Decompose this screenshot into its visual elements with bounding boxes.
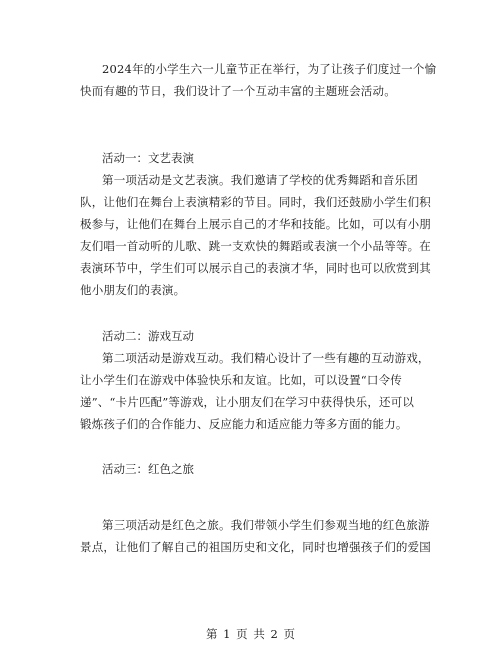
paragraph-line: 第三项活动是红色之旅。我们带领小学生们参观当地的红色旅游 [102, 518, 430, 532]
paragraph-line: 让小学生们在游戏中体验快乐和友谊。比如，可以设置“口令传 [80, 373, 402, 387]
section-3-paragraph [80, 514, 431, 558]
paragraph-line: 表演环节中，学生们可以展示自己的表演才华，同时也可以欣赏到其 [80, 261, 431, 275]
paragraph-line: 他小朋友们的表演。 [80, 283, 186, 297]
paragraph-line: 极参与，让他们在舞台上展示自己的才华和技能。比如，可以有小朋 [80, 217, 431, 231]
section-1-paragraph [80, 169, 431, 301]
page-number-footer: 第 1 页 共 2 页 [206, 627, 296, 641]
paragraph-line: 递”、“卡片匹配”等游戏，让小朋友们在学习中获得快乐，还可以 [80, 395, 415, 409]
paragraph-line: 锻炼孩子们的合作能力、反应能力和适应能力等多方面的能力。 [80, 417, 408, 431]
paragraph-line: 队，让他们在舞台上表演精彩的节目。同时，我们还鼓励小学生们积 [80, 195, 431, 209]
section-heading-1: 活动一：文艺表演 [102, 151, 194, 165]
section-heading-2: 活动二：游戏互动 [102, 329, 194, 343]
paragraph-line: 第二项活动是游戏互动。我们精心设计了一些有趣的互动游戏， [102, 351, 430, 365]
paragraph-line: 友们唱一首动听的儿歌、跳一支欢快的舞蹈或表演一个小品等等。在 [80, 239, 431, 253]
paragraph-line: 第一项活动是文艺表演。我们邀请了学校的优秀舞蹈和音乐团 [102, 173, 418, 187]
paragraph-line: 2024年的小学生六一儿童节正在举行，为了让孩子们度过一个愉 [102, 62, 437, 76]
section-heading-3: 活动三：红色之旅 [102, 462, 194, 476]
section-2-paragraph [80, 347, 430, 435]
paragraph-line: 景点，让他们了解自己的祖国历史和文化，同时也增强孩子们的爱国 [80, 540, 431, 554]
intro-paragraph [80, 58, 437, 102]
paragraph-line: 快而有趣的节日，我们设计了一个互动丰富的主题班会活动。 [80, 84, 396, 98]
